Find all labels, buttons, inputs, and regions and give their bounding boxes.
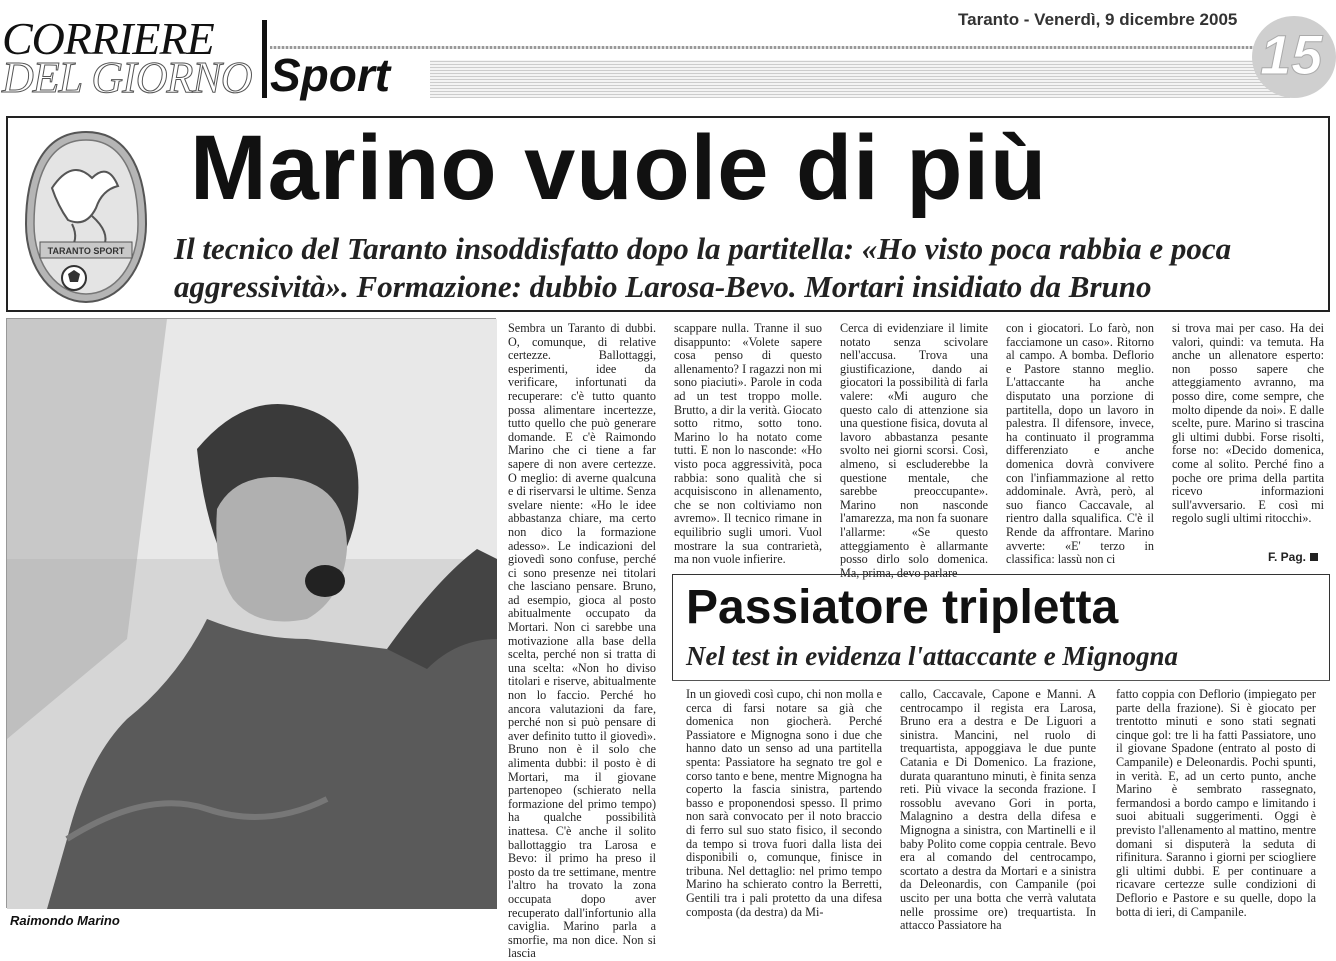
second-article-rule (672, 680, 1330, 681)
article-column-1: Sembra un Taranto di dubbi. O, comunque, di relative certezze. Ballottaggi, esperimenti, idee da verificare, infortunati da recuperare: c'è tutto quanto possa alimentare incertezze, tutto quello che può generare domande. E c'è Raimondo Marino che ci tiene a far sapere di non avere certezze. O meglio: di averne qualcuna e di riservarsi le ultime. Senza svelare niente: «Ho le idee abbastanza chiare, ma certo non dico la formazione adesso». Le indicazioni del giovedì sono confuse, perché ci sono presenze nei titolari che lasciano pensare. Bruno, ad esempio, gioca al posto abitualmente occupato da Mortari. Non ci sarebbe una motivazione alla base della scelta, perché non si tratta di una scelta: «Non ho diviso titolari e riserve, abitualmente non lo faccio. Perché ho ancora valutazioni da fare, perché non si può pensare di aver definito tutto il giovedì». Bruno non è il solo che alimenta dubbi: il posto è di Mortari, ma il giovane partenopeo (schierato nella formazione del primo tempo) ha qualche possibilità inattesa. C'è anche il solito ballottaggio tra Larosa e Bevo: il primo ha preso il posto da tre settimane, mentre l'altro ha trovato la zona occupata dopo aver recuperato dall'infortunio alla caviglia. Marino parla a smorfie, ma non dice. Non si lascia (508, 321, 656, 961)
article-column-4: con i giocatori. Lo farò, non facciamone un caso». Ritorno al campo. A bomba. Deflorio e Pastore stanno meglio. L'attaccante ha anche disputato una porzione di partitella, dopo un lavoro in palestra. Il difensore, invece, ha continuato il programma differenziato e anche domenica dovrà convivere con l'infiammazione al retto addominale. Avrà, però, al suo fianco Caccavale, al rientro dalla squalifica. C'è il Rende da affrontare. Marino avverte: «E' terzo in classifica: lassù non ci (1006, 321, 1154, 567)
coach-photo-illustration (7, 319, 497, 909)
second-article-subhead: Nel test in evidenza l'attaccante e Mignogna (686, 641, 1178, 671)
article-column-2: scappare nulla. Tranne il suo disappunto: «Volete sapere cosa penso di questo allenamento? I ragazzi non mi sono piaciuti». Parole in coda ad un test troppo molle. Brutto, a dir la verità. Giocato sotto ritmo, sotto tono. Marino lo ha notato come tutti. E non lo nasconde: «Ho visto poca aggressività, poca rabbia: sono qualità che si acquisiscono in allenamento, che se non coltiviamo non avremo». Il tecnico rimane in equilibrio sugli umori. Vuol mostrare la sua contrarietà, ma non vuole infierire. (674, 321, 822, 567)
article-photo (6, 318, 496, 908)
crest-text: TARANTO SPORT (47, 246, 125, 256)
masthead (0, 0, 1336, 104)
second-article-column-2: callo, Caccavale, Capone e Manni. A centrocampo il regista era Larosa, Bruno era a destra e De Liguori a sinistra. Mancini, nel ruolo di trequartista, appoggiava le due punte Catania e Di Domenico. La frazione, durata quarantuno minuti, è finita senza reti. Più vivace la seconda frazione. I rossoblu avevano Gori in porta, Malagnino a destra della difesa e Mignogna a sinistra, con Martinelli e il baby Polito come coppia centrale. Bevo era al comando del centrocampo, scortato a destra da Mortari e a sinistra da Deleonardis, con Campanile (poi uscito per una botta che verrà valutata nelle prossime ore) trequartista. In attacco Passiatore ha (900, 687, 1096, 933)
dateline: Taranto - Venerdì, 9 dicembre 2005 (958, 10, 1238, 29)
second-article-column-1: In un giovedì così cupo, chi non molla e cerca di farsi notare sa già che domenica non giocherà. Perché Passiatore e Mignogna sono i due che hanno dato un senso ad una partitella spenta: Passiatore ha segnato tre gol e corso tanto e bene, mentre Mignogna ha coperto la fascia sinistra, partendo basso e proponendosi spesso. Il primo non sarà convocato per il noto braccio di ferro sul suo stato fisico, il secondo da tempo si trova fuori dalla lista dei disponibili o, comunque, finisce in tribuna. Nel dettaglio: nel primo tempo Marino ha schierato contro la Berretti, Gentili tra i pali protetto da una difesa composta (da destra) da Mi- (686, 687, 882, 919)
page-number-badge (1252, 16, 1336, 98)
article-column-3: Cerca di evidenziare il limite notato senza scivolare nell'accusa. Trova una giustificazione, dando ai giocatori la possibilità di farla valere: «Mi auguro che questo calo di attenzione sia una questione fisica, dovuta al lavoro abbastanza pesante svolto nei giorni scorsi. Così, almeno, si escluderebbe la questione mentale, che sarebbe preoccupante». Marino non nasconde l'amarezza, ma non fa suonare l'allarme: «Se questo atteggiamento è allarmante posso dirlo solo domenica. Ma, prima, devo parlare (840, 321, 988, 580)
newspaper-logo-top: CORRIERE (2, 13, 214, 64)
author-signature (1268, 550, 1318, 564)
headline-box (6, 116, 1330, 312)
taranto-crest-logo (22, 128, 150, 306)
article-subhead: Il tecnico del Taranto insoddisfatto dopo la partitella: «Ho visto poca rabbia e poca aggressività». Formazione: dubbio Larosa-Bevo. Mortari insidiato da Bruno (174, 231, 1232, 304)
newspaper-logo-bottom: DEL GIORNO (2, 53, 252, 102)
section-title: Sport (270, 49, 391, 101)
masthead-divider (262, 20, 267, 98)
page-number: 15 (1260, 23, 1323, 86)
article-headline: Marino vuole di più (190, 117, 1048, 219)
article-column-5: si trova mai per caso. Ha dei valori, quindi: va temuta. Ha anche un allenatore esperto: non posso sapere che atteggiamento avranno, ma posso dire, come sempre, che molto dipende da noi». E dalle scelte, pure. Marino si trascina gli ultimi dubbi. Forse risolti, forse no: «Decido domenica, come al solito. Perché fino a poche ore prima della partita ricevo informazioni sull'avversario. E così mi regolo sugli ultimi ritocchi». (1172, 321, 1324, 526)
masthead-band (430, 60, 1290, 98)
author-initials: F. Pag. (1268, 550, 1307, 564)
end-mark (1310, 553, 1318, 561)
second-article-headline: Passiatore tripletta (686, 581, 1119, 634)
second-article-column-3: fatto coppia con Deflorio (impiegato per parte della frazione). Si è giocato per trentotto minuti e sono stati segnati cinque gol: tre li ha fatti Passiatore, uno il giovane Spadone (entrato al posto di Campanile) e Deleonardis. Pochi spunti, in verità. E, ad un certo punto, anche Marino è sembrato rassegnato, fermandosi a bordo campo e limitando i suoi abituali suggerimenti. Oggi è previsto l'allenamento al mattino, mentre domani si disputerà la seduta di rifinitura. Saranno i giorni per sciogliere gli ultimi dubbi. E per continuare a ricavare certezze sulle condizioni di Deflorio e Pastore e su quelle, dopo la botta di ieri, di Campanile. (1116, 687, 1316, 919)
photo-caption: Raimondo Marino (10, 913, 120, 928)
masthead-rule (270, 46, 1290, 49)
